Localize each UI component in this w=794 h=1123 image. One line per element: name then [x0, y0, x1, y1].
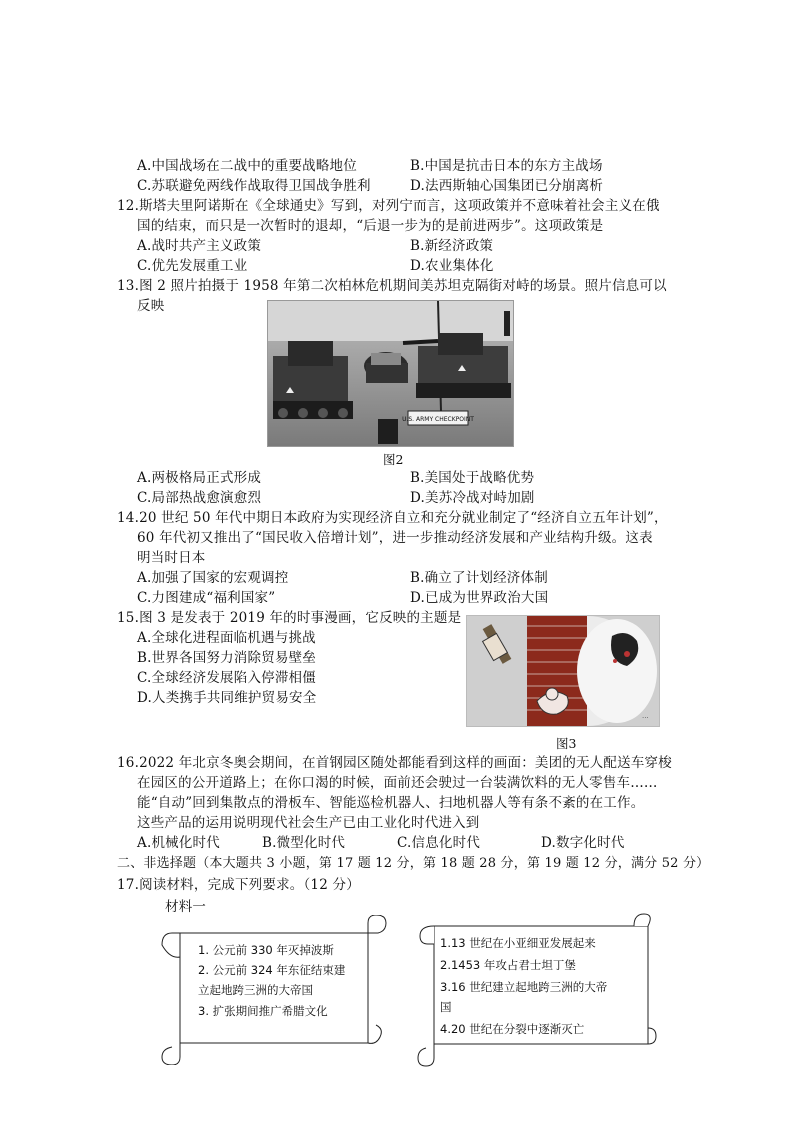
q13-option-a: A.两极格局正式形成 [137, 470, 262, 486]
q11-option-d: D.法西斯轴心国集团已分崩离析 [410, 178, 604, 194]
q14-stem-line1: 14.20 世纪 50 年代中期日本政府为实现经济自立和充分就业制定了“经济自立五年计划”， [117, 510, 668, 526]
figure3-caption: 图3 [556, 736, 577, 751]
q14-stem-line3: 明当时日本 [137, 550, 206, 566]
q13-option-c: C.局部热战愈演愈烈 [137, 490, 262, 506]
q14-option-b: B.确立了计划经济体制 [410, 570, 548, 586]
scroll-left-line3: 立起地跨三洲的大帝国 [198, 983, 313, 997]
q14-option-c: C.力图建成“福利国家” [137, 590, 276, 606]
berlin-checkpoint-photo [267, 300, 514, 447]
q13-option-b: B.美国处于战略优势 [410, 470, 535, 486]
section2-heading: 二、非选择题（本大题共 3 小题，第 17 题 12 分，第 18 题 28 分，第 19 题 12 分，满分 52 分） [117, 856, 710, 871]
q15-stem: 15.图 3 是发表于 2019 年的时事漫画，它反映的主题是 [117, 610, 462, 626]
q15-option-d: D.人类携手共同维护贸易安全 [137, 690, 317, 706]
checkpoint-sign-text: U.S. ARMY CHECKPOINT [402, 416, 474, 423]
scroll-right [416, 912, 658, 1067]
q16-stem-line2: 在园区的公开道路上；在你口渴的时候，面前还会驶过一台装满饮料的无人零售车…… [137, 775, 658, 791]
scroll-left-line1: 1. 公元前 330 年灭掉波斯 [198, 943, 334, 957]
q16-option-d: D.数字化时代 [541, 835, 625, 851]
q16-option-b: B.微型化时代 [262, 835, 346, 851]
scroll-left-line4: 3. 扩张期间推广希腊文化 [198, 1004, 328, 1018]
q12-option-b: B.新经济政策 [410, 238, 494, 254]
q13-stem-line1: 13.图 2 照片拍摄于 1958 年第二次柏林危机期间美苏坦克隔街对峙的场景。照片信息可以 [117, 278, 667, 294]
q12-option-a: A.战时共产主义政策 [137, 238, 262, 254]
q11-option-a: A.中国战场在二战中的重要战略地位 [137, 158, 357, 174]
q13-stem-line2: 反映 [137, 298, 165, 314]
q13-option-d: D.美苏冷战对峙加剧 [410, 490, 535, 506]
material-1-label: 材料一 [165, 899, 207, 915]
q12-option-c: C.优先发展重工业 [137, 258, 248, 274]
q15-option-a: A.全球化进程面临机遇与挑战 [137, 630, 316, 646]
q12-stem-line1: 12.斯塔夫里阿诺斯在《全球通史》写到，对列宁而言，这项政策并不意味着社会主义在俄 [117, 198, 660, 214]
q16-stem-line3: 能“自动”回到集散点的滑板车、智能巡检机器人、扫地机器人等有条不紊的在工作。 [137, 795, 645, 811]
scroll-right-line4: 国 [440, 1000, 452, 1014]
trade-cartoon [466, 615, 660, 727]
svg-text:···: ··· [642, 714, 649, 722]
scroll-right-line5: 4.20 世纪在分裂中逐渐灭亡 [440, 1022, 585, 1036]
q17-stem: 17.阅读材料，完成下列要求。（12 分） [117, 877, 360, 893]
scroll-right-line1: 1.13 世纪在小亚细亚发展起来 [440, 936, 596, 950]
q14-stem-line2: 60 年代初又推出了“国民收入倍增计划”，进一步推动经济发展和产业结构升级。这表 [137, 530, 653, 546]
scroll-left-line2: 2. 公元前 324 年东征结束建 [198, 963, 346, 977]
scroll-right-line3: 3.16 世纪建立起地跨三洲的大帝 [440, 980, 608, 994]
figure2-caption: 图2 [383, 452, 404, 467]
q11-option-b: B.中国是抗击日本的东方主战场 [410, 158, 603, 174]
q16-stem-line1: 16.2022 年北京冬奥会期间，在首钢园区随处都能看到这样的画面：美团的无人配送车穿梭 [117, 755, 672, 771]
q11-option-c: C.苏联避免两线作战取得卫国战争胜利 [137, 178, 371, 194]
q15-option-b: B.世界各国努力消除贸易壁垒 [137, 650, 317, 666]
q16-stem-line4: 这些产品的运用说明现代社会生产已由工业化时代进入到 [137, 815, 480, 831]
q12-stem-line2: 国的结束，而只是一次暂时的退却，“后退一步为的是前进两步”。这项政策是 [137, 218, 604, 234]
q14-option-a: A.加强了国家的宏观调控 [137, 570, 289, 586]
q16-option-c: C.信息化时代 [397, 835, 481, 851]
q14-option-d: D.已成为世界政治大国 [410, 590, 549, 606]
q15-option-c: C.全球经济发展陷入停滞相僵 [137, 670, 316, 686]
scroll-right-line2: 2.1453 年攻占君士坦丁堡 [440, 958, 576, 972]
q12-option-d: D.农业集体化 [410, 258, 494, 274]
scroll-left [158, 915, 388, 1065]
q16-option-a: A.机械化时代 [137, 835, 220, 851]
